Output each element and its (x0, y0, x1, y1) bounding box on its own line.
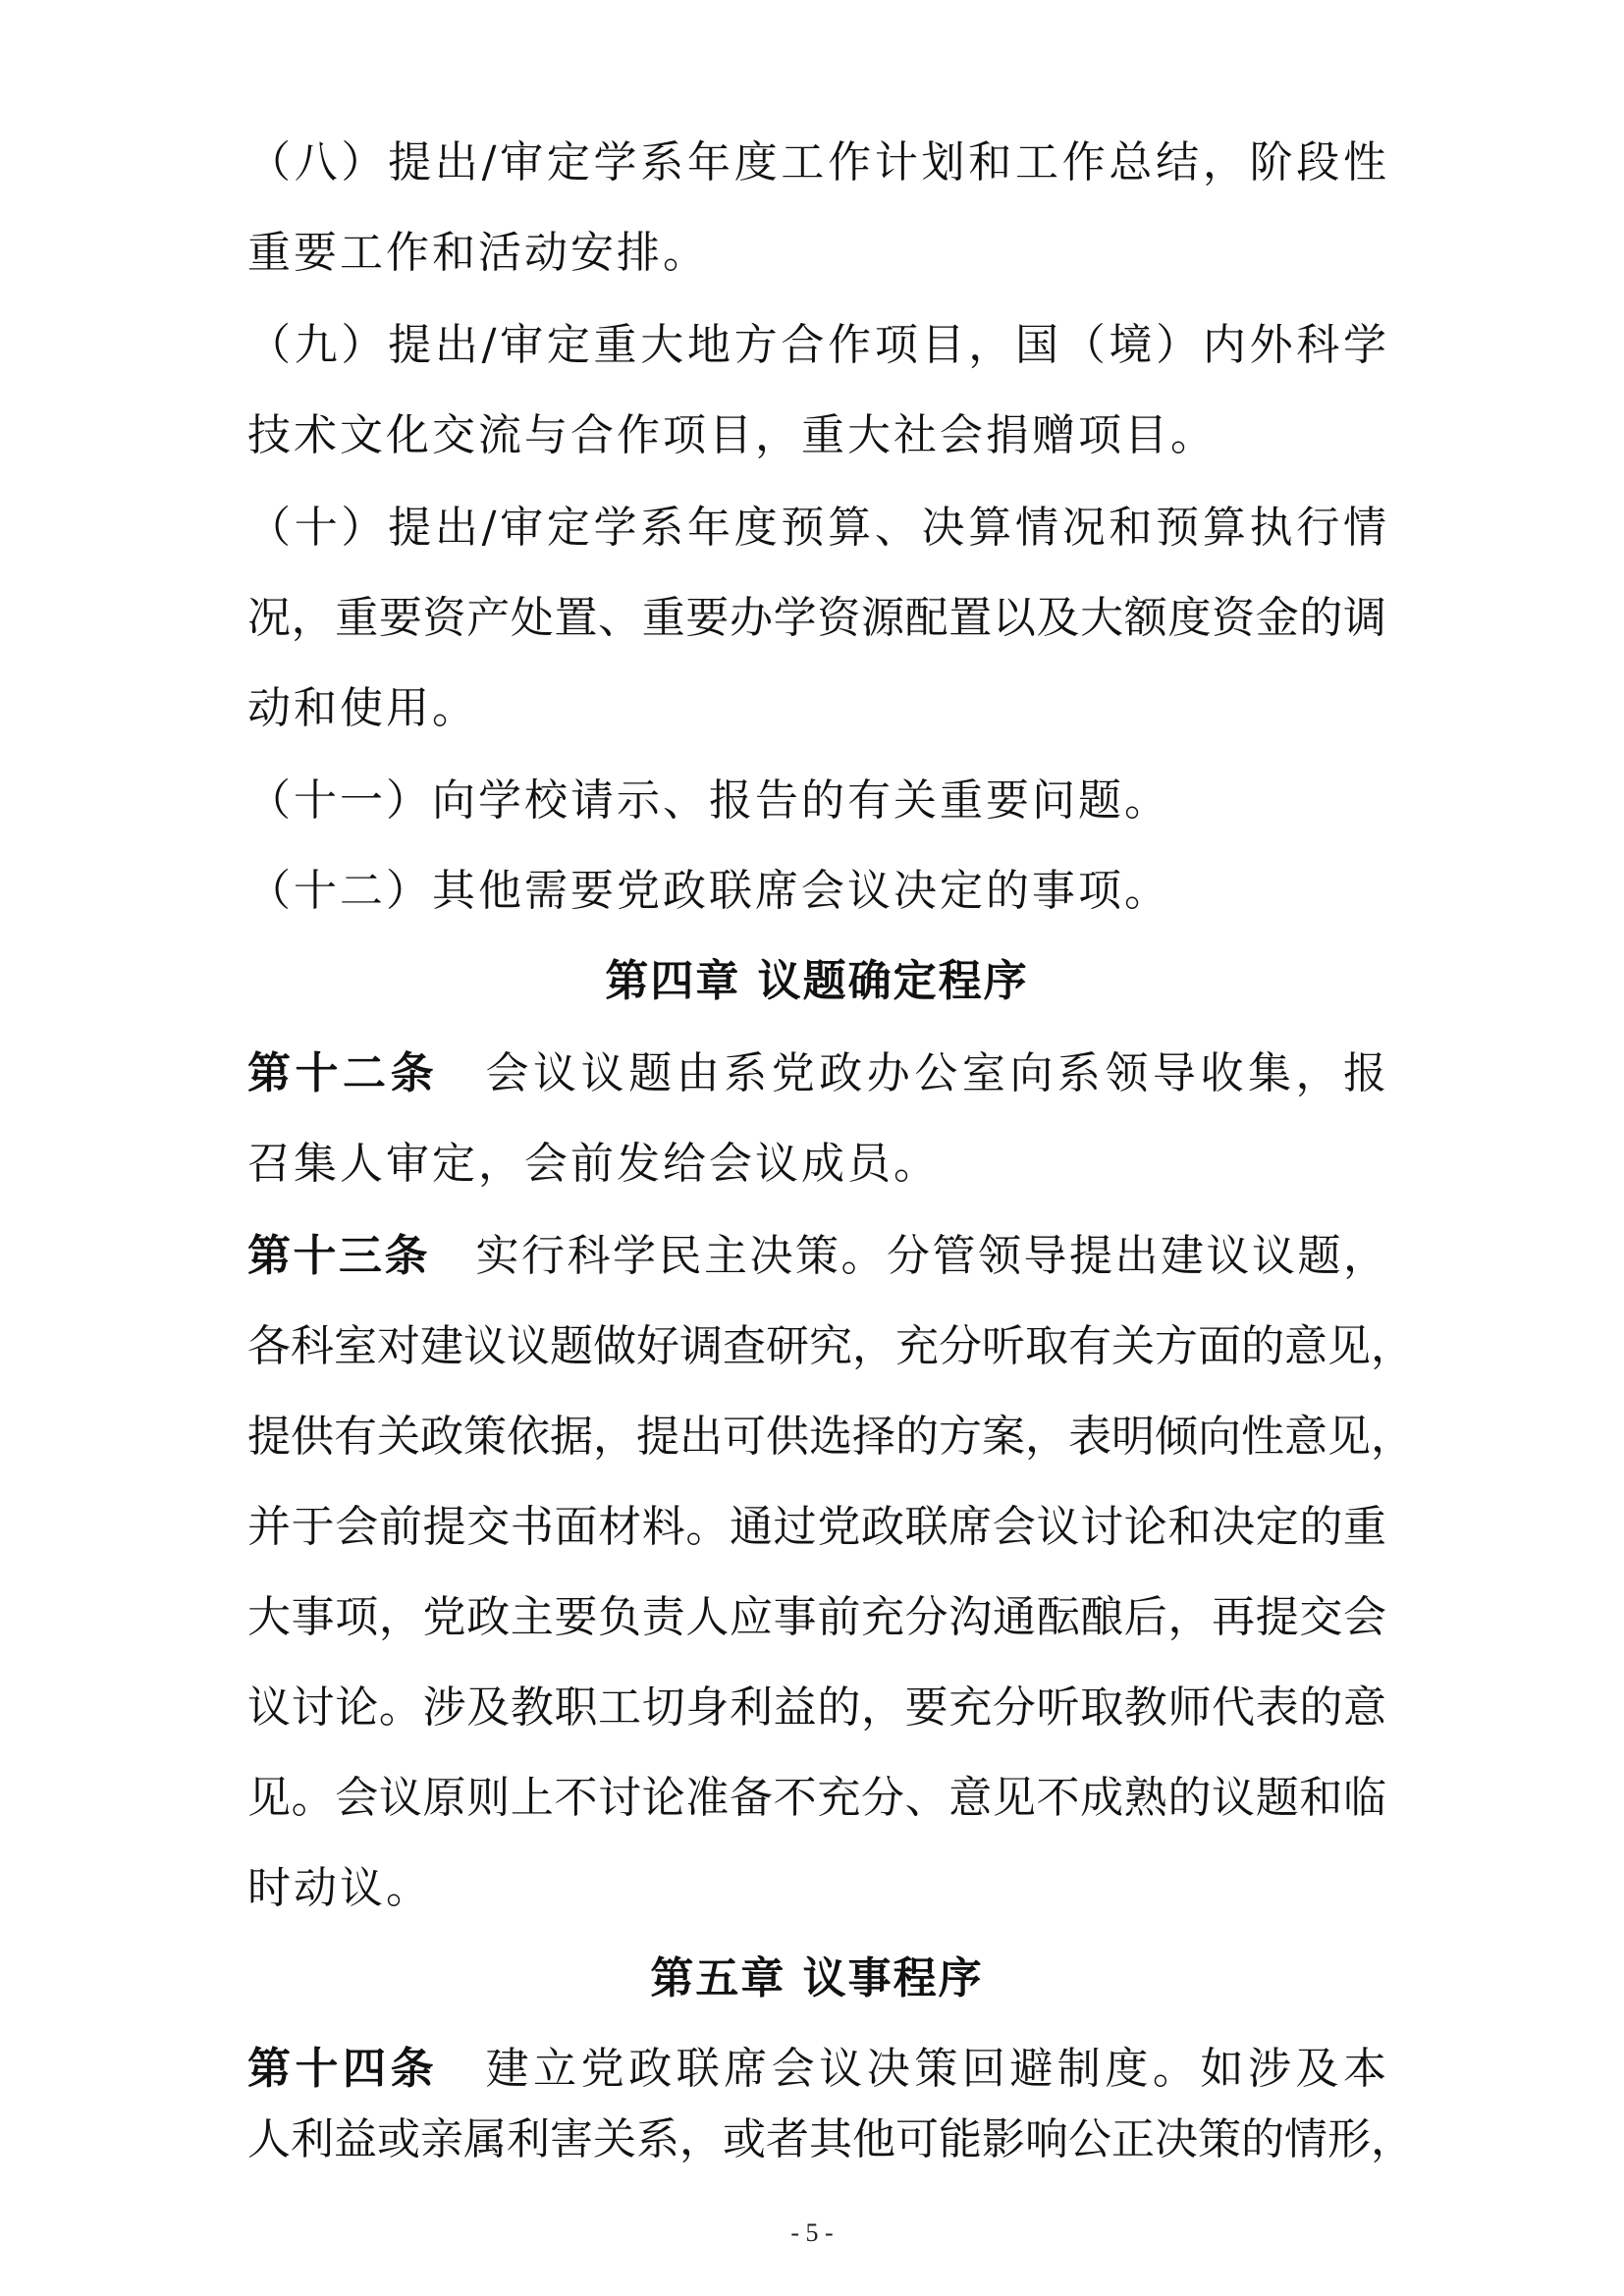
article-13-line-1 (247, 1227, 1386, 1286)
article-13-label: 第十三条 (247, 1231, 430, 1281)
article-13-line-7: 见。会议原则上不讨论准备不充分、意见不成熟的议题和临 (247, 1773, 1386, 1823)
article-13-line-2: 各科室对建议议题做好调查研究，充分听取有关方面的意见， (247, 1321, 1414, 1371)
article-13-line-6: 议讨论。涉及教职工切身利益的，要充分听取教师代表的意 (247, 1682, 1386, 1733)
para-12-line-1: （十二）其他需要党政联席会议决定的事项。 (247, 866, 1170, 916)
article-12-label: 第十二条 (247, 1048, 439, 1098)
article-14-label: 第十四条 (247, 2044, 439, 2094)
para-10-line-1: （十）提出/审定学系年度预算、决算情况和预算执行情 (247, 503, 1386, 553)
article-14-line-1 (247, 2040, 1386, 2099)
article-13-text-1: 实行科学民主决策。分管领导提出建议议题， (475, 1231, 1386, 1281)
page-number: - 5 - (790, 2218, 834, 2247)
article-12-line-2: 召集人审定，会前发给会议成员。 (247, 1139, 940, 1189)
chapter-4-title: 第四章 议题确定程序 (605, 956, 1029, 1006)
article-13-line-5: 大事项，党政主要负责人应事前充分沟通酝酿后，再提交会 (247, 1592, 1386, 1642)
para-8-line-2: 重要工作和活动安排。 (247, 228, 709, 278)
para-9-line-1: （九）提出/审定重大地方合作项目，国（境）内外科学 (247, 320, 1386, 370)
chapter-5-title: 第五章 议事程序 (650, 1953, 984, 2003)
article-13-line-8: 时动议。 (247, 1863, 432, 1913)
article-14-line-2: 人利益或亲属利害关系，或者其他可能影响公正决策的情形， (247, 2114, 1414, 2164)
para-8-line-1: （八）提出/审定学系年度工作计划和工作总结，阶段性 (247, 137, 1386, 187)
para-10-line-3: 动和使用。 (247, 683, 478, 733)
article-12-line-1 (247, 1044, 1386, 1103)
article-14-text-1: 建立党政联席会议决策回避制度。如涉及本 (485, 2044, 1387, 2094)
para-9-line-2: 技术文化交流与合作项目，重大社会捐赠项目。 (247, 410, 1217, 460)
para-11-line-1: （十一）向学校请示、报告的有关重要问题。 (247, 775, 1170, 826)
para-10-line-2: 况，重要资产处置、重要办学资源配置以及大额度资金的调 (247, 593, 1386, 643)
article-12-text-1: 会议议题由系党政办公室向系领导收集，报 (485, 1048, 1387, 1098)
article-13-line-3: 提供有关政策依据，提出可供选择的方案，表明倾向性意见， (247, 1412, 1414, 1462)
article-13-line-4: 并于会前提交书面材料。通过党政联席会议讨论和决定的重 (247, 1502, 1386, 1552)
